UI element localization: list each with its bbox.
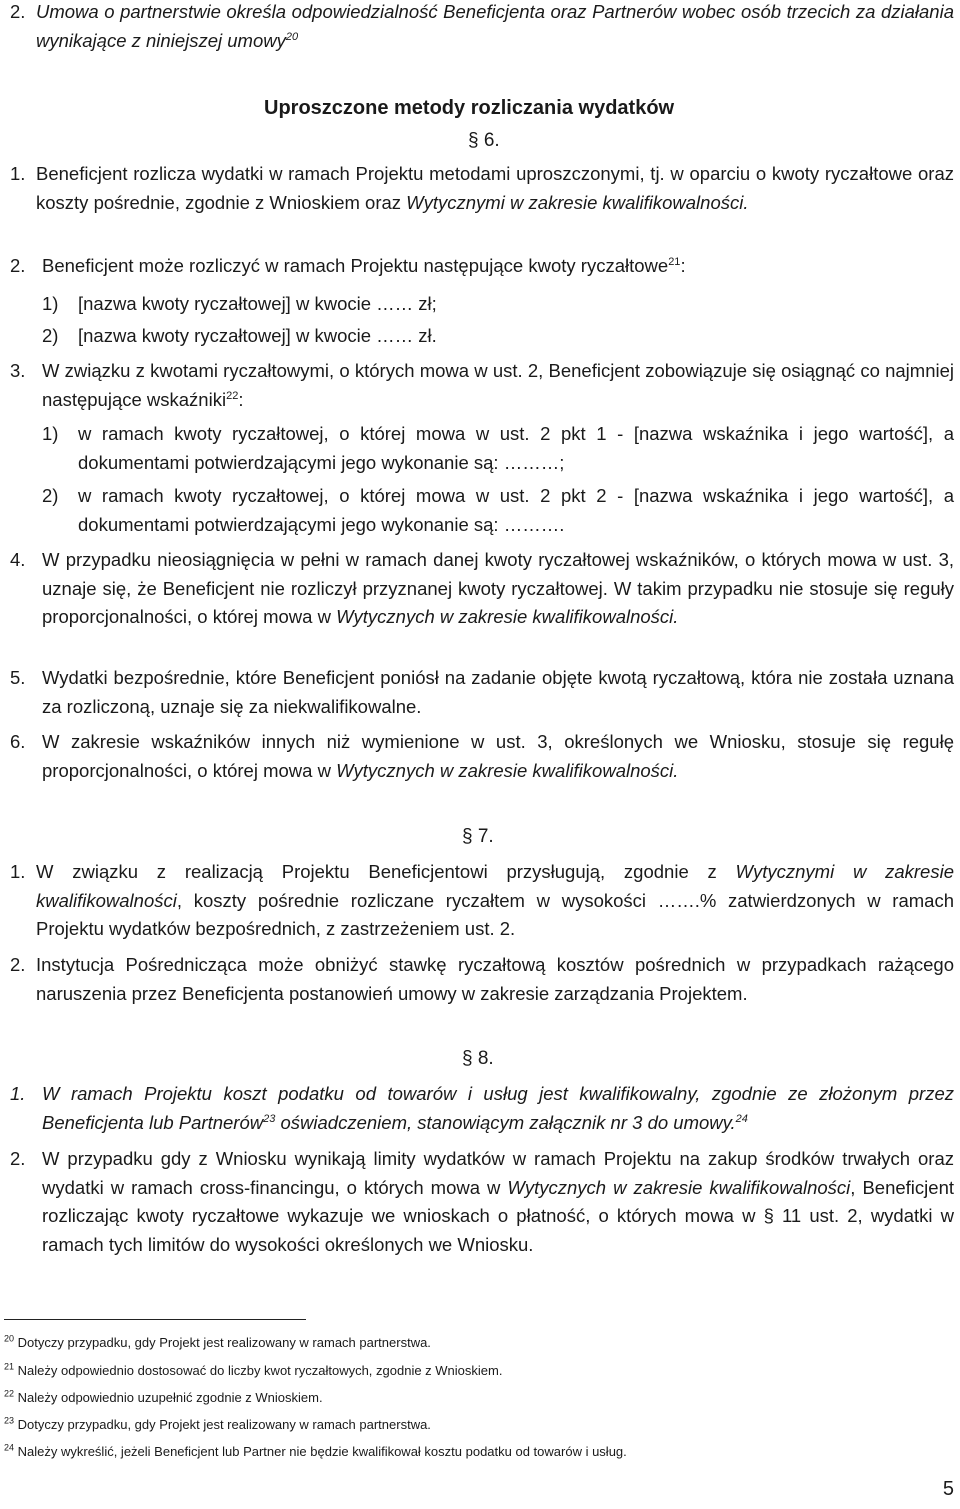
footnote-number: 21	[4, 1361, 15, 1372]
guidelines-reference: Wytycznych w zakresie kwalifikowalności.	[336, 606, 679, 627]
clause-text: Instytucja Pośrednicząca może obniżyć stawkę ryczałtową kosztów pośrednich w przypadkach rażącego naruszenia przez Beneficjenta postanowień umowy w zakresie zarządzania Projektem.	[36, 954, 954, 1004]
clause-number: 6.	[10, 731, 26, 752]
s6-3-sub-2	[42, 482, 954, 539]
clause-text: W ramach Projektu koszt podatku od towarów i usług jest kwalifikowalny, zgodnie ze złożonym przez Beneficjenta lub Partnerów	[42, 1083, 954, 1133]
sub-number: 2)	[42, 485, 59, 506]
footnote-ref: 20	[285, 30, 299, 43]
guidelines-reference: Wytycznych w zakresie kwalifikowalności.	[336, 759, 679, 781]
footnote	[4, 1416, 431, 1433]
s6-clause-1	[10, 160, 954, 217]
sub-number: 2)	[42, 325, 59, 346]
clause-text: Wydatki bezpośrednie, które Beneficjent poniósł na zadanie objęte kwotą ryczałtową, która nie została uznana za rozliczoną, uznaje się za niekwalifikowalne.	[42, 667, 954, 717]
section-7-marker: § 7.	[462, 826, 494, 847]
clause-text: W związku z kwotami ryczałtowymi, o których mowa w ust. 2, Beneficjent zobowiązuje się osiągnąć co najmniej następujące wskaźniki	[42, 360, 954, 410]
s6-clause-3	[10, 357, 954, 414]
clause-number: 2.	[10, 1, 26, 22]
sub-number: 1)	[42, 423, 59, 444]
footnote-separator	[4, 1319, 306, 1320]
s8-clause-2	[10, 1145, 954, 1259]
s6-2-sub-1	[42, 290, 954, 319]
clause-text: Beneficjent może rozliczyć w ramach Projektu następujące kwoty ryczałtowe	[42, 255, 669, 276]
footnote	[4, 1443, 627, 1460]
clause-text: W związku z realizacją Projektu Beneficjentowi przysługują, zgodnie z	[36, 861, 736, 882]
s6-clause-2	[10, 252, 954, 281]
footnote-ref: 21	[668, 255, 681, 268]
sub-text: w ramach kwoty ryczałtowej, o której mowa w ust. 2 pkt 2 - [nazwa wskaźnika i jego wartość], a dokumentami potwierdzającymi jego wykonanie są: ……….	[78, 485, 954, 535]
clause-text: w oparciu o kwoty ryczałtowe oraz koszty pośrednie, zgodnie z Wnioskiem oraz	[36, 163, 954, 213]
guidelines-reference: Wytycznymi w zakresie kwalifikowalności.	[406, 191, 749, 213]
sub-text: [nazwa kwoty ryczałtowej] w kwocie …… zł;	[78, 293, 437, 314]
clause-number: 5.	[10, 667, 26, 688]
footnote-ref: 22	[226, 389, 239, 402]
s7-clause-2	[10, 951, 954, 1008]
clause-text: Umowa o partnerstwie określa odpowiedzialność Beneficjenta oraz Partnerów wobec osób trzecich za działania wynikające z niniejszej umowy	[36, 1, 954, 51]
s6-2-sub-2	[42, 322, 954, 351]
clause-text: ust. 2, wydatki w ramach tych limitów do wysokości określonych we Wniosku.	[42, 1205, 954, 1255]
clause-number: 2.	[10, 954, 26, 975]
s6-clause-6	[10, 728, 954, 785]
clause-number: 2.	[10, 255, 26, 276]
clause-text: , koszty pośrednie rozliczane ryczałtem w wysokości …….% zatwierdzonych w ramach Projektu wydatków bezpośrednich, z zastrzeżeniem ust. 2.	[36, 889, 954, 939]
punct: :	[238, 388, 244, 410]
sub-text: w ramach kwoty ryczałtowej, o której mowa w ust. 2 pkt 1 - [nazwa wskaźnika i jego wartość], a dokumentami potwierdzającymi jego wykonanie są: ………;	[78, 423, 954, 473]
clause-text: W przypadku gdy z Wniosku wynikają limity wydatków w ramach Projektu na zakup środków trwałych oraz wydatki w ramach cross-financingu, o których mowa w	[42, 1148, 954, 1198]
s8-clause-1	[10, 1080, 954, 1137]
guidelines-reference: Wytycznych w zakresie kwalifikowalności	[507, 1176, 851, 1198]
footnote-number: 20	[4, 1333, 15, 1344]
section-6-marker: § 6.	[468, 130, 500, 151]
section-heading: Uproszczone metody rozliczania wydatków	[264, 97, 675, 119]
clause-2-partnership	[10, 0, 954, 55]
footnote-text: Dotyczy przypadku, gdy Projekt jest realizowany w ramach partnerstwa.	[17, 1335, 431, 1350]
guidelines-reference: Wytycznymi w zakresie kwalifikowalności	[36, 861, 954, 911]
footnote-text: Należy odpowiednio dostosować do liczby kwot ryczałtowych, zgodnie z Wnioskiem.	[17, 1363, 503, 1378]
footnote	[4, 1389, 323, 1406]
clause-number: 1.	[10, 163, 26, 184]
clause-number: 1.	[10, 1083, 26, 1104]
clause-text: W przypadku nieosiągnięcia w pełni w ramach danej kwoty ryczałtowej wskaźników, o których mowa w ust. 3, uznaje się, że Beneficjent nie rozliczył przyznanej kwoty ryczałtowej. W takim przypadku nie stosuje się reguły proporcjonalności, o której mowa w	[42, 549, 954, 627]
section-reference: § 11	[763, 1205, 802, 1226]
s6-3-sub-1	[42, 420, 954, 477]
footnote-number: 24	[4, 1442, 15, 1453]
section-8-marker: § 8.	[462, 1048, 494, 1069]
clause-number: 1.	[10, 861, 26, 882]
clause-text: W zakresie wskaźników innych niż wymienione w ust. 3, określonych we Wniosku, stosuje się regułę proporcjonalności, o której mowa w	[42, 731, 954, 781]
s7-clause-1	[10, 858, 954, 944]
punct: :	[680, 255, 686, 276]
clause-text: , Beneficjent rozliczając kwoty ryczałtowe wykazuje we wnioskach o płatność, o których mowa w	[42, 1176, 954, 1226]
clause-number: 4.	[10, 549, 26, 570]
footnote-ref: 23	[263, 1112, 276, 1125]
page-number: 5	[942, 1478, 954, 1500]
footnote-ref: 24	[735, 1112, 748, 1125]
footnote-text: Dotyczy przypadku, gdy Projekt jest realizowany w ramach partnerstwa.	[17, 1417, 431, 1432]
clause-number: 2.	[10, 1148, 26, 1169]
footnote-number: 23	[4, 1415, 15, 1426]
footnote-number: 22	[4, 1388, 15, 1399]
footnote-text: Należy odpowiednio uzupełnić zgodnie z Wnioskiem.	[17, 1390, 323, 1405]
s6-clause-4	[10, 546, 954, 632]
sub-text: [nazwa kwoty ryczałtowej] w kwocie …… zł.	[78, 325, 437, 346]
clause-text: oświadczeniem, stanowiącym załącznik nr 3 do umowy.	[275, 1111, 736, 1133]
footnote-text: Należy wykreślić, jeżeli Beneficjent lub Partner nie będzie kwalifikował kosztu podatku od towarów i usług.	[17, 1444, 627, 1459]
clause-number: 3.	[10, 360, 26, 381]
footnote	[4, 1362, 502, 1379]
sub-number: 1)	[42, 293, 59, 314]
footnote	[4, 1334, 431, 1351]
clause-text: Beneficjent rozlicza wydatki w ramach Projektu metodami uproszczonymi, tj.	[36, 163, 671, 184]
s6-clause-5	[10, 664, 954, 721]
